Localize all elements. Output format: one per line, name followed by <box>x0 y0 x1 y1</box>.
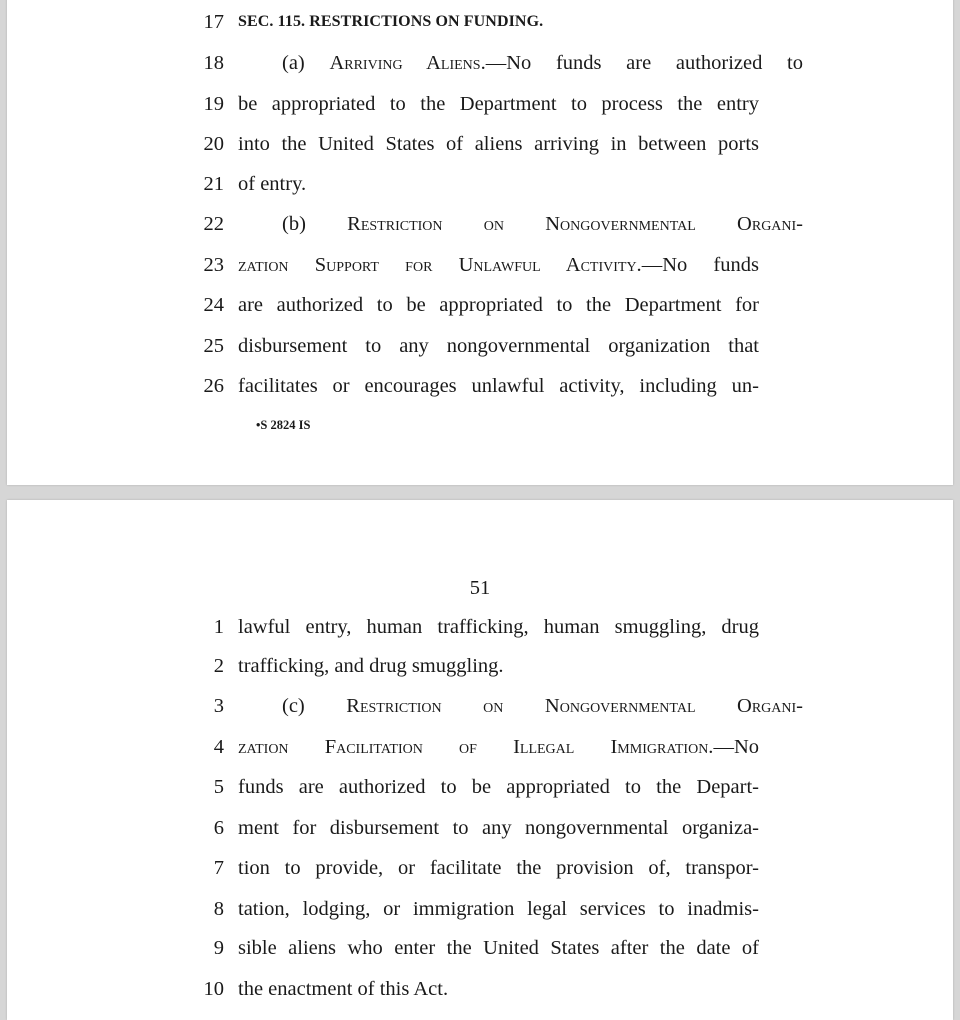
text-line <box>7 130 953 158</box>
text-line <box>7 291 953 319</box>
text-line <box>7 895 953 923</box>
subsection-heading: zation Facilitation of Illegal Immigration. <box>238 736 714 758</box>
line-number: 20 <box>203 133 224 155</box>
line-text-tail: —No <box>713 736 759 758</box>
text-line <box>7 773 953 801</box>
line-text: tation, lodging, or immigration legal services to inadmis- <box>238 898 759 920</box>
line-number: 3 <box>213 695 224 717</box>
section-heading: SEC. 115. RESTRICTIONS ON FUNDING. <box>238 13 544 30</box>
text-line <box>7 332 953 360</box>
line-number: 19 <box>203 93 224 115</box>
text-line <box>7 652 953 680</box>
line-text <box>238 733 759 761</box>
line-number: 7 <box>213 857 224 879</box>
line-text: are authorized to be appropriated to the Department for <box>238 294 759 316</box>
line-text: sible aliens who enter the United States after the date of <box>238 937 759 959</box>
subsection-marker: (b) <box>282 213 348 235</box>
line-text: lawful entry, human trafficking, human smuggling, drug <box>238 616 759 638</box>
line-number: 5 <box>213 776 224 798</box>
line-text <box>238 49 803 77</box>
line-text: tion to provide, or facilitate the provision of, transpor- <box>238 857 759 879</box>
line-number: 17 <box>203 11 224 33</box>
document-page-bottom <box>7 500 953 1020</box>
text-line <box>7 8 953 36</box>
line-number: 10 <box>203 978 224 1000</box>
subsection-heading: Restriction on Nongovernmental Organi- <box>346 695 803 717</box>
line-number: 8 <box>213 898 224 920</box>
subsection-marker: (c) <box>282 695 347 717</box>
line-number: 24 <box>203 294 224 316</box>
bill-identifier: •S 2824 IS <box>256 418 311 432</box>
line-number: 18 <box>203 52 224 74</box>
text-line <box>7 210 953 238</box>
line-number: 23 <box>203 254 224 276</box>
subsection-marker: (a) <box>282 52 330 74</box>
line-text: into the United States of aliens arriving in between ports <box>238 133 759 155</box>
line-text: of entry. <box>238 173 307 195</box>
line-text: facilitates or encourages unlawful activity, including un- <box>238 375 759 397</box>
line-text: disbursement to any nongovernmental organization that <box>238 335 759 357</box>
line-number: 4 <box>213 736 224 758</box>
text-line <box>7 170 953 198</box>
text-line <box>7 49 953 77</box>
text-line <box>7 613 953 641</box>
line-number: 25 <box>203 335 224 357</box>
line-text: the enactment of this Act. <box>238 978 449 1000</box>
line-text <box>238 692 803 720</box>
subsection-heading: zation Support for Unlawful Activity. <box>238 254 642 276</box>
line-number: 26 <box>203 375 224 397</box>
line-number: 6 <box>213 817 224 839</box>
line-text-tail: —No funds <box>641 254 759 276</box>
line-number: 9 <box>213 937 224 959</box>
line-text <box>238 210 803 238</box>
line-text: be appropriated to the Department to process the entry <box>238 93 759 115</box>
text-line <box>7 814 953 842</box>
line-text-tail: —No funds are authorized to <box>485 52 803 74</box>
page-number: 51 <box>469 577 491 599</box>
text-line <box>7 975 953 1003</box>
line-text: trafficking, and drug smuggling. <box>238 655 504 677</box>
text-line <box>7 90 953 118</box>
text-line <box>7 372 953 400</box>
line-text <box>238 251 759 279</box>
text-line <box>7 733 953 761</box>
line-number: 2 <box>213 655 224 677</box>
line-text: funds are authorized to be appropriated to the Depart- <box>238 776 759 798</box>
document-page-top <box>7 0 953 485</box>
text-line <box>7 934 953 962</box>
line-number: 21 <box>203 173 224 195</box>
line-number: 22 <box>203 213 224 235</box>
subsection-heading: Arriving Aliens. <box>329 52 486 74</box>
line-number: 1 <box>213 616 224 638</box>
text-line <box>7 854 953 882</box>
text-line <box>7 692 953 720</box>
text-line <box>7 251 953 279</box>
line-text: ment for disbursement to any nongovernmental organiza- <box>238 817 759 839</box>
subsection-heading: Restriction on Nongovernmental Organi- <box>347 213 804 235</box>
